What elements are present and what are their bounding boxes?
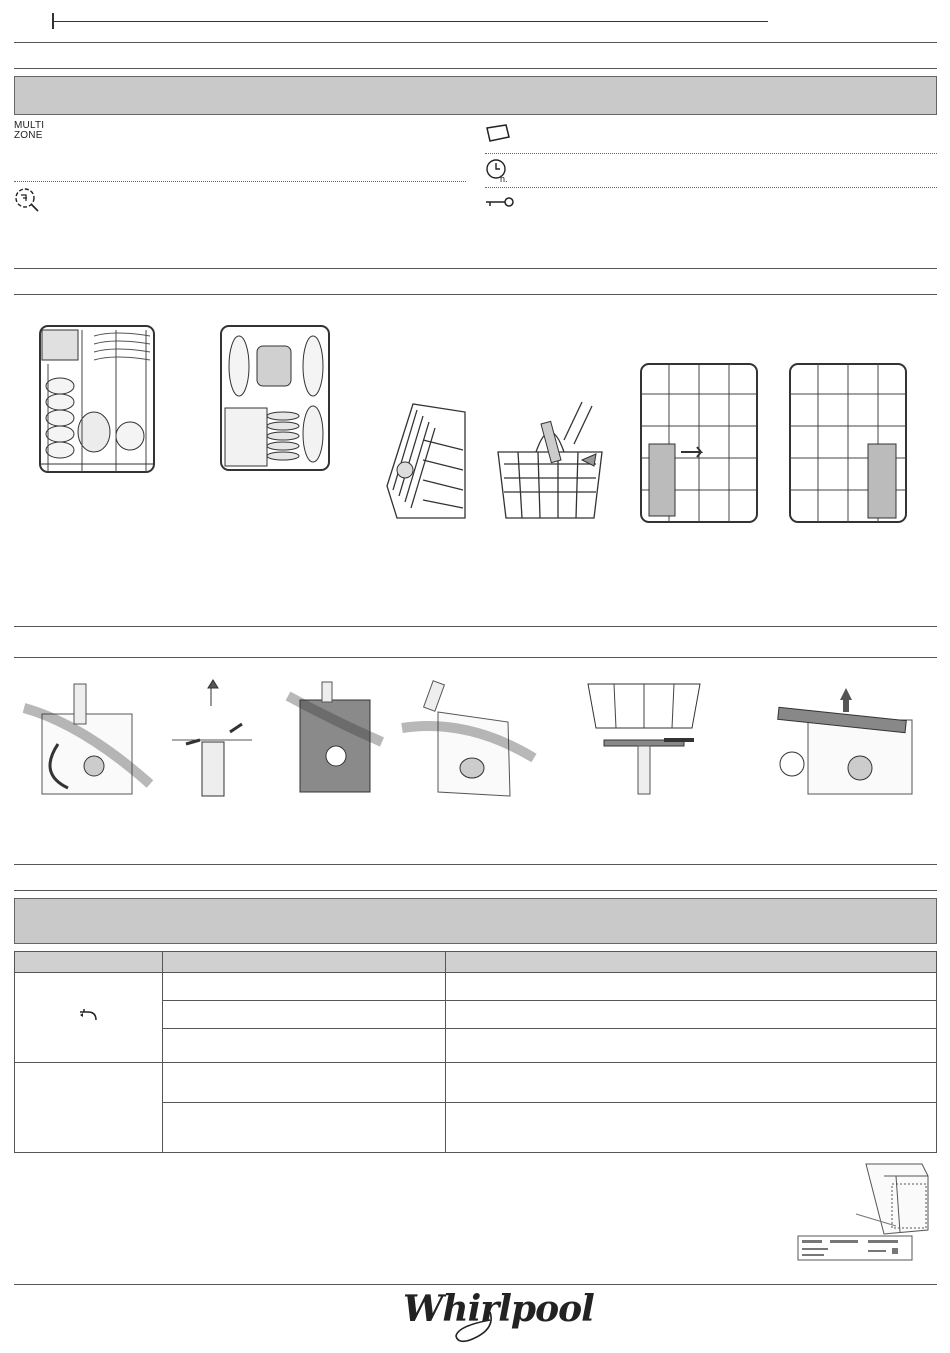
- upper-spray-arm-illustration: [584, 682, 704, 796]
- solution-cell: [446, 1103, 937, 1153]
- header-cell: [15, 952, 163, 973]
- filter-drain-illustration: [398, 682, 538, 798]
- cause-cell: [163, 973, 446, 1001]
- svg-text:h.: h.: [500, 174, 508, 184]
- symptom-cell: [15, 1063, 163, 1153]
- delay-start-icon: [485, 158, 511, 184]
- dotted-separator: [485, 153, 937, 154]
- divider: [14, 294, 937, 295]
- cutlery-basket-illustration: [496, 402, 604, 520]
- cause-cell: [163, 1001, 446, 1029]
- solution-cell: [446, 973, 937, 1001]
- divider: [14, 657, 937, 658]
- header-tick: [52, 13, 54, 29]
- troubleshooting-table: [14, 951, 937, 1151]
- spray-arm-remove-illustration: [22, 684, 152, 796]
- divider: [14, 42, 937, 43]
- rack-tray-inserted-illustration: [639, 362, 759, 524]
- tablet-icon: [485, 124, 511, 142]
- dotted-separator: [485, 187, 937, 188]
- rating-plate-illustration: [796, 1160, 936, 1268]
- header-cell: [163, 952, 446, 973]
- table-row: [15, 1063, 937, 1103]
- whirlpool-logo: Whirlpool: [403, 1288, 594, 1330]
- tablet-detect-icon: [14, 187, 40, 213]
- divider: [14, 268, 937, 269]
- header-cell: [446, 952, 937, 973]
- cause-cell: [163, 1029, 446, 1063]
- divider: [14, 626, 937, 627]
- divider: [14, 1284, 937, 1285]
- dotted-separator: [14, 181, 466, 182]
- logo-swoosh: [450, 1310, 510, 1346]
- table-row: [15, 973, 937, 1001]
- multizone-line2: ZONE: [14, 130, 43, 141]
- multizone-line1: MULTI: [14, 120, 45, 131]
- symptom-cell: [15, 973, 163, 1063]
- table-header-row: [15, 952, 937, 973]
- lower-basket-illustration: [38, 324, 156, 476]
- rack-tray-side-illustration: [788, 362, 908, 524]
- solution-cell: [446, 1001, 937, 1029]
- troubleshooting-header-bar: [14, 898, 937, 944]
- divider: [14, 68, 937, 69]
- divider: [14, 890, 937, 891]
- divider: [14, 864, 937, 865]
- water-tap-icon: [78, 1007, 100, 1023]
- filter-lift-illustration: [172, 680, 252, 798]
- solution-cell: [446, 1029, 937, 1063]
- key-lock-icon: [485, 195, 515, 209]
- section-header-bar: [14, 76, 937, 115]
- foldable-rack-illustration: [383, 400, 467, 522]
- header-rule: [52, 21, 768, 22]
- multizone-label: [14, 121, 44, 141]
- filter-gray-panel-illustration: [286, 682, 386, 794]
- solution-cell: [446, 1063, 937, 1103]
- upper-basket-illustration: [219, 324, 331, 474]
- cause-cell: [163, 1103, 446, 1153]
- lower-spray-arm-lift-illustration: [778, 680, 912, 796]
- cause-cell: [163, 1063, 446, 1103]
